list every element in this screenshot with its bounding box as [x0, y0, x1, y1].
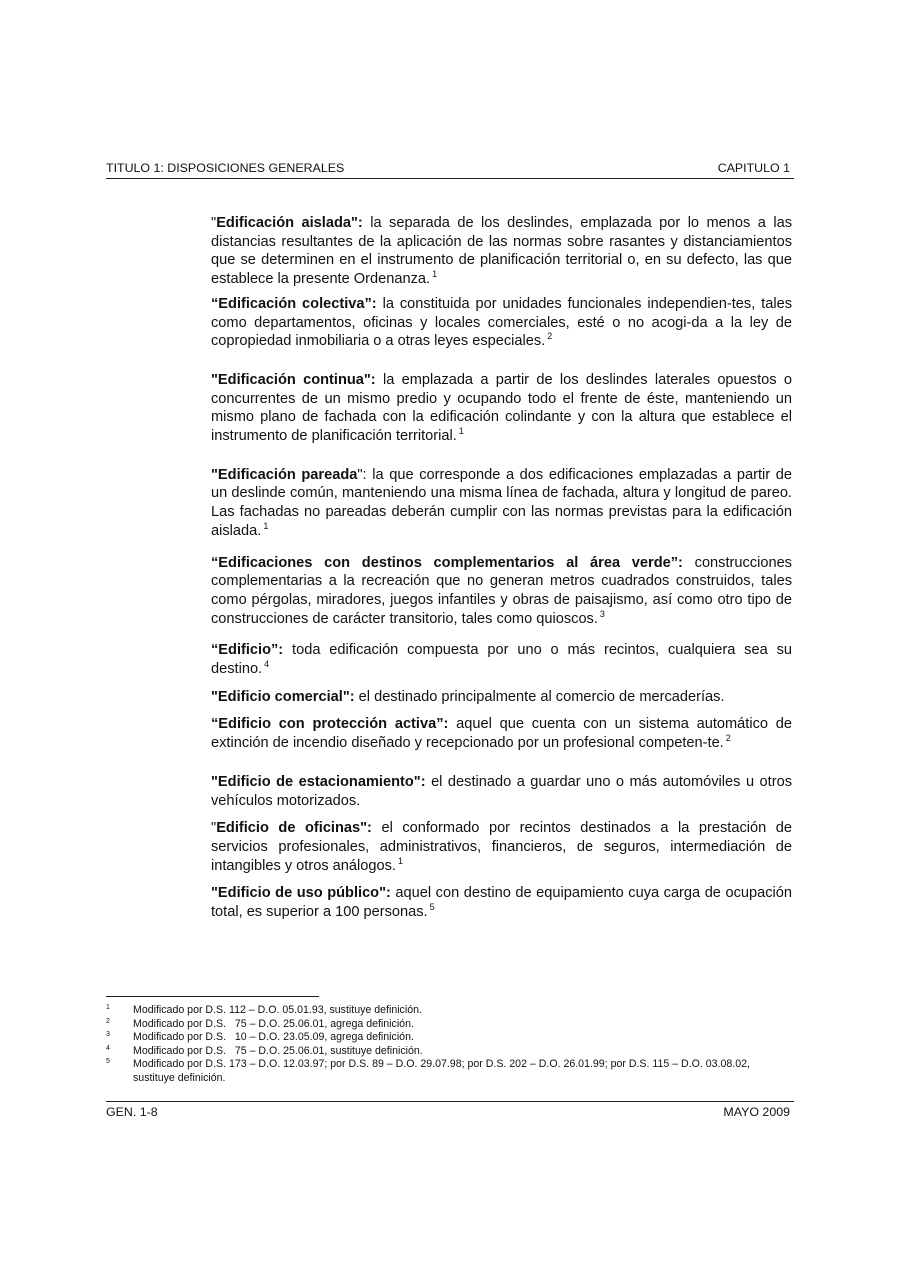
definition-term: “Edificio”: — [211, 642, 284, 659]
definition-entry — [211, 715, 792, 752]
definition-term: “Edificaciones con destinos complementarios al área verde”: — [211, 554, 683, 571]
page-number: GEN. 1-8 — [106, 1105, 158, 1119]
definition-text: construcciones complementarias a la recreación que no generan metros cuadrados construidos, tales como pérgolas, miradores, juegos infantiles y obras de paisajismo, así como otro tipo de construcciones de carácter transitorio, tales como quioscos. — [211, 554, 792, 627]
definition-text: aquel que cuenta con un sistema automático de extinción de incendio diseñado y recepcionado por un profesional competen-te. — [211, 716, 792, 752]
footnote-ref: 2 — [725, 733, 731, 744]
footnote — [106, 1058, 786, 1085]
page-footer — [106, 1101, 794, 1119]
footnote-number: 5 — [106, 1058, 110, 1066]
footnotes — [106, 1004, 786, 1086]
definition-term: "Edificio comercial": — [211, 688, 355, 705]
footnote-text: Modificado por D.S. 10 – D.O. 23.05.09, agrega definición. — [133, 1031, 414, 1044]
footnote-ref: 4 — [264, 659, 270, 670]
definition-entry — [211, 554, 792, 629]
footnote-number: 2 — [106, 1017, 110, 1025]
definition-term: "Edificio de uso público": — [211, 885, 391, 902]
definition-entry — [211, 295, 792, 351]
footnote-ref: 1 — [458, 426, 464, 437]
footnote — [106, 1031, 786, 1045]
definition-term: Edificio de oficinas": — [216, 820, 372, 837]
header-title: TITULO 1: DISPOSICIONES GENERALES — [106, 161, 345, 175]
footnote — [106, 1018, 786, 1032]
footnote-text: Modificado por D.S. 75 – D.O. 25.06.01, agrega definición. — [133, 1017, 414, 1030]
definitions-list — [211, 214, 792, 922]
definition-entry — [211, 819, 792, 875]
footnote-ref: 5 — [429, 902, 435, 913]
footnote-text: Modificado por D.S. 75 – D.O. 25.06.01, sustituye definición. — [133, 1044, 423, 1057]
definition-term: "Edificación pareada — [211, 466, 358, 483]
definition-text: la constituida por unidades funcionales independien-tes, tales como departamentos, oficinas y locales comerciales, esté o no acogi-da a la ley de copropiedad inmobiliaria o a otras leyes especiales. — [211, 295, 792, 350]
footnote-text: Modificado por D.S. 112 – D.O. 05.01.93, sustituye definición. — [133, 1004, 422, 1016]
footnote — [106, 1045, 786, 1059]
definition-term: Edificación aislada": — [216, 215, 363, 231]
definition-text: el conformado por recintos destinados a la prestación de servicios profesionales, administrativos, financieros, de seguros, intermediación de intangibles y otros análogos. — [211, 820, 792, 874]
definition-entry — [211, 688, 792, 707]
page-header — [106, 161, 794, 179]
footnote-text: Modificado por D.S. 173 – D.O. 12.03.97; por D.S. 89 – D.O. 29.07.98; por D.S. 202 – D.O. 26.01.99; por D.S. 115 – D.O. 03.08.02, sustituye definición. — [133, 1058, 750, 1084]
definition-text: la emplazada a partir de los deslindes laterales opuestos o concurrentes de un mismo predio y ocupando todo el frente de éste, manteniendo un mismo plano de fachada con la edificación colindante y con la altura que establece el instrumento de planificación territorial. — [211, 371, 792, 445]
footnote-ref: 1 — [263, 520, 269, 531]
footnote-ref: 2 — [547, 331, 553, 342]
definition-term: “Edificio con protección activa”: — [211, 716, 449, 733]
footnote-number: 1 — [106, 1004, 110, 1011]
footnote — [106, 1004, 786, 1018]
definition-entry — [211, 884, 792, 921]
definition-text: el destinado a guardar uno o más automóviles u otros vehículos motorizados. — [211, 773, 792, 809]
footnote-divider — [106, 996, 319, 997]
publication-date: MAYO 2009 — [723, 1105, 790, 1119]
footnote-number: 4 — [106, 1044, 110, 1052]
definition-text: aquel con destino de equipamiento cuya carga de ocupación total, es superior a 100 personas. — [211, 885, 792, 921]
definition-entry — [211, 773, 792, 810]
footnote-number: 3 — [106, 1031, 110, 1039]
definition-entry — [211, 466, 792, 541]
definition-term: "Edificación continua": — [211, 371, 376, 388]
definition-entry — [211, 214, 792, 289]
footnote-ref: 3 — [599, 608, 605, 619]
definition-term: "Edificio de estacionamiento": — [211, 773, 426, 790]
definition-entry — [211, 641, 792, 678]
definition-text: la separada de los deslindes, emplazada por lo menos a las distancias resultantes de la aplicación de las normas sobre rasantes y distanciamientos que se determinen en el instrumento de planificación territorial o, en su defecto, las que establece la presente Ordenanza. — [211, 215, 792, 288]
definition-text: el destinado principalmente al comercio de mercaderías. — [354, 688, 725, 705]
definition-text: ": la que corresponde a dos edificaciones emplazadas a partir de un deslinde común, manteniendo una misma línea de fachada, altura y longitud de pareo. Las fachadas no pareadas deberán cumplir con las normas previstas para la edificación aislada. — [211, 466, 792, 539]
definition-term: “Edificación colectiva”: — [211, 295, 377, 312]
entry-open-quote: " — [211, 215, 217, 231]
definition-entry — [211, 371, 792, 446]
entry-open-quote: " — [211, 820, 217, 837]
definition-text: toda edificación compuesta por uno o más recintos, cualquiera sea su destino. — [211, 642, 792, 678]
header-chapter: CAPITULO 1 — [717, 161, 790, 175]
footnote-ref: 1 — [397, 855, 403, 866]
footnote-ref: 1 — [432, 269, 438, 280]
